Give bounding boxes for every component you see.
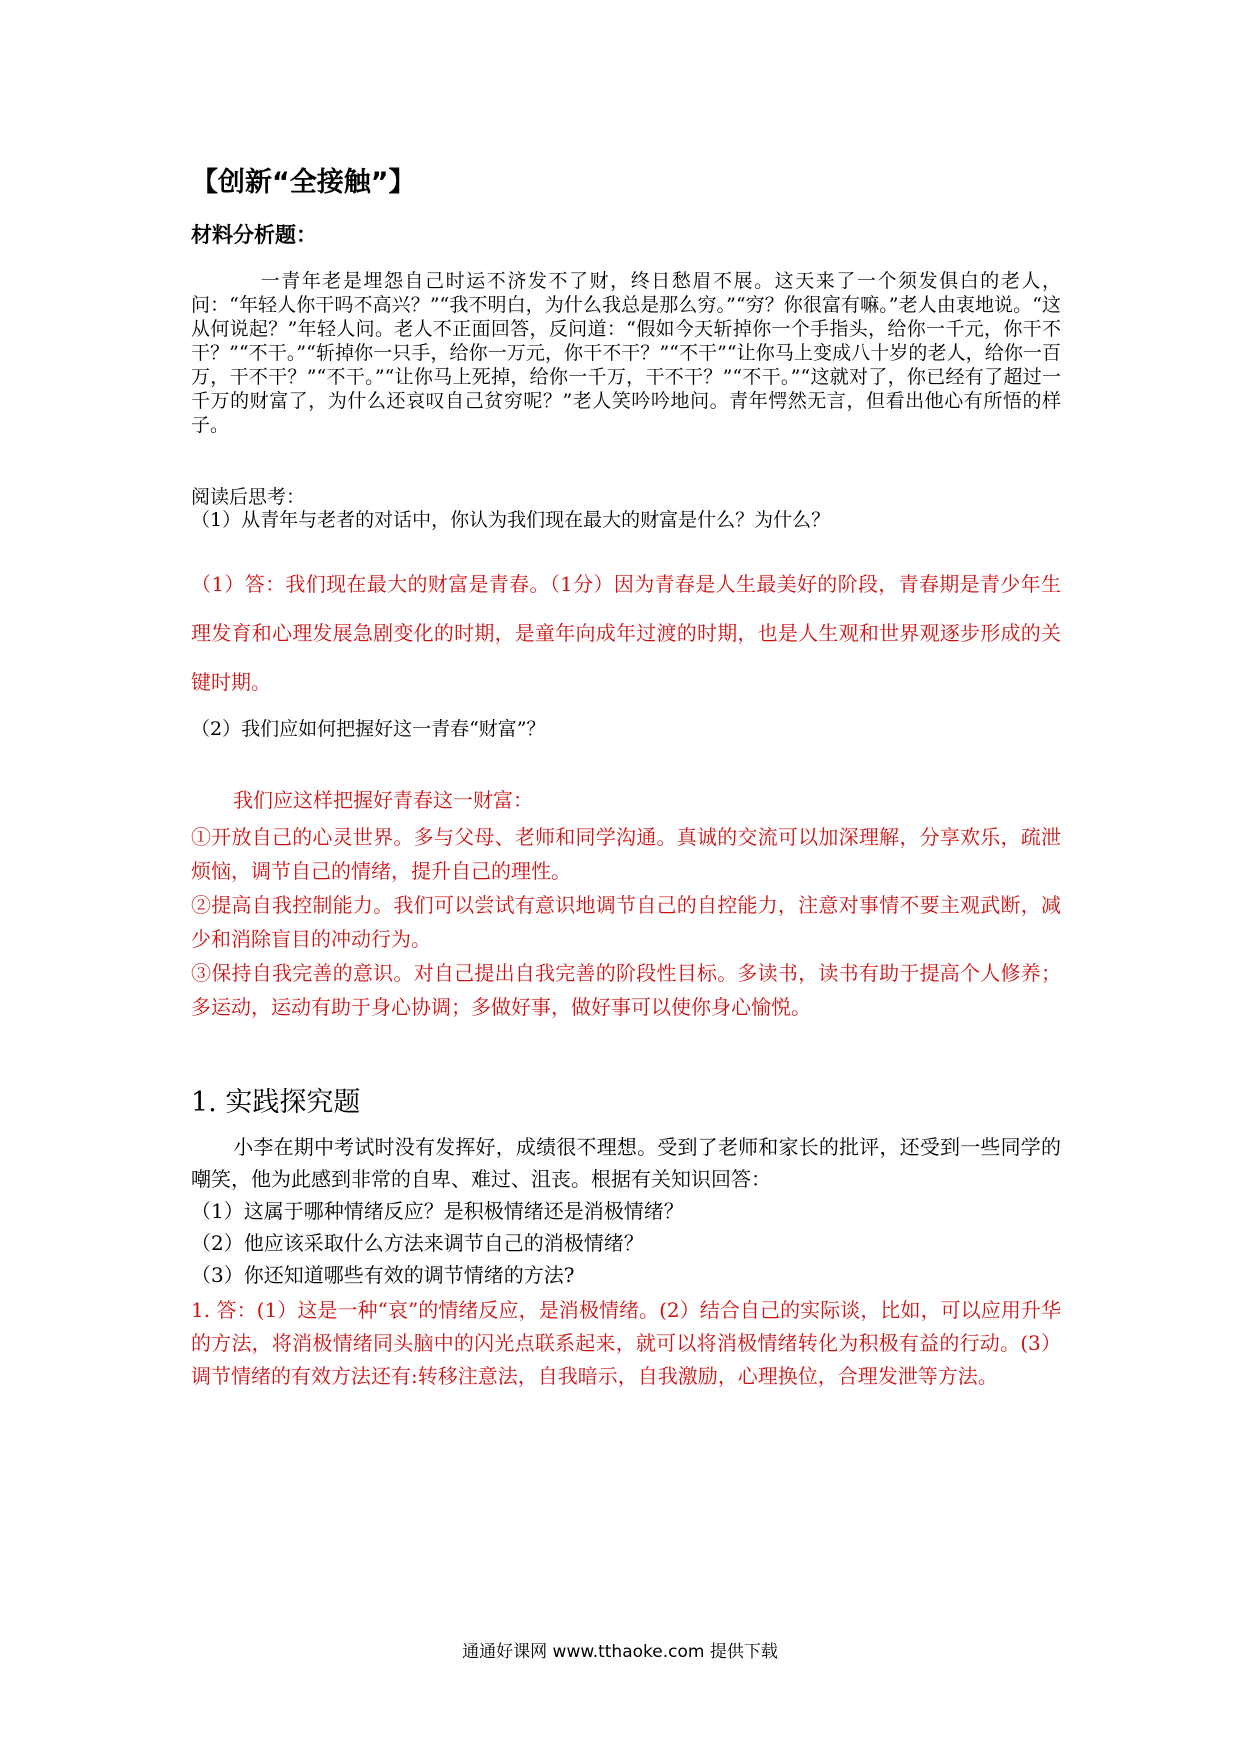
answer-2-item: ③保持自我完善的意识。对自己提出自我完善的阶段性目标。多读书，读书有助于提高个人修养；多运动，运动有助于身心协调；多做好事，做好事可以使你身心愉悦。 [191,961,1061,1019]
practice-question: （3）你还知道哪些有效的调节情绪的方法? [191,1263,575,1287]
answer-2-item: ①开放自己的心灵世界。多与父母、老师和同学沟通。真诚的交流可以加深理解，分享欢乐，疏泄烦恼，调节自己的情绪，提升自己的理性。 [191,825,1061,883]
question-2: （2）我们应如何把握好这一青春“财富”？ [191,718,546,740]
question-1: （1）从青年与老者的对话中，你认为我们现在最大的财富是什么？为什么？ [191,509,831,531]
practice-intro [191,1135,1061,1191]
practice-intro-text: 小李在期中考试时没有发挥好，成绩很不理想。受到了老师和家长的批评，还受到一些同学的嘲笑，他为此感到非常的自卑、难过、沮丧。根据有关知识回答： [191,1135,1061,1191]
think-label: 阅读后思考： [191,486,306,508]
practice-title: 1. 实践探究题 [191,1087,361,1118]
answer-2-item: ②提高自我控制能力。我们可以尝试有意识地调节自己的自控能力，注意对事情不要主观武断，减少和消除盲目的冲动行为。 [191,893,1061,951]
section-subtitle: 材料分析题： [191,223,317,247]
page-title: 【创新“全接触”】 [191,167,416,198]
practice-question: （1）这属于哪种情绪反应？是积极情绪还是消极情绪？ [191,1199,684,1223]
page-footer: 通通好课网 www.tthaoke.com 提供下载 [462,1642,778,1662]
practice-body [191,1131,1061,1291]
practice-answer: 1. 答：(1）这是一种“哀”的情绪反应，是消极情绪。(2）结合自己的实际谈，比如，可以应用升华的方法，将消极情绪同头脑中的闪光点联系起来，就可以将消极情绪转化为积极有益的行动。(3）调节情绪的有效方法还有:转移注意法，自我暗示，自我激励，心理换位，合理发泄等方法。 [191,1298,1061,1388]
answer-2 [191,783,1061,1024]
story-text: 一青年老是埋怨自己时运不济发不了财，终日愁眉不展。这天来了一个须发俱白的老人，问：“年轻人你干吗不高兴？”“我不明白，为什么我总是那么穷。”“穷？你很富有嘛。”老人由衷地说。“这从何说起？”年轻人问。老人不正面回答，反问道：“假如今天斩掉你一个手指头，给你一千元，你干不干？”“不干。”“斩掉你一只手，给你一万元，你干不干？”“不干”“让你马上变成八十岁的老人，给你一百万，干不干？”“不干。”“让你马上死掉，给你一千万，干不干？”“不干。”“这就对了，你已经有了超过一千万的财富了，为什么还哀叹自己贫穷呢？”老人笑吟吟地问。青年愕然无言，但看出他心有所悟的样子。 [191,270,1061,436]
answer-2-lead: 我们应这样把握好青春这一财富： [233,788,533,812]
practice-question: （2）他应该采取什么方法来调节自己的消极情绪？ [191,1231,644,1255]
story-paragraph [191,269,1061,437]
answer-1: （1）答：我们现在最大的财富是青春。（1分）因为青春是人生最美好的阶段，青春期是青少年生理发育和心理发展急剧变化的时期，是童年向成年过渡的时期，也是人生观和世界观逐步形成的关键时期。 [191,572,1061,694]
